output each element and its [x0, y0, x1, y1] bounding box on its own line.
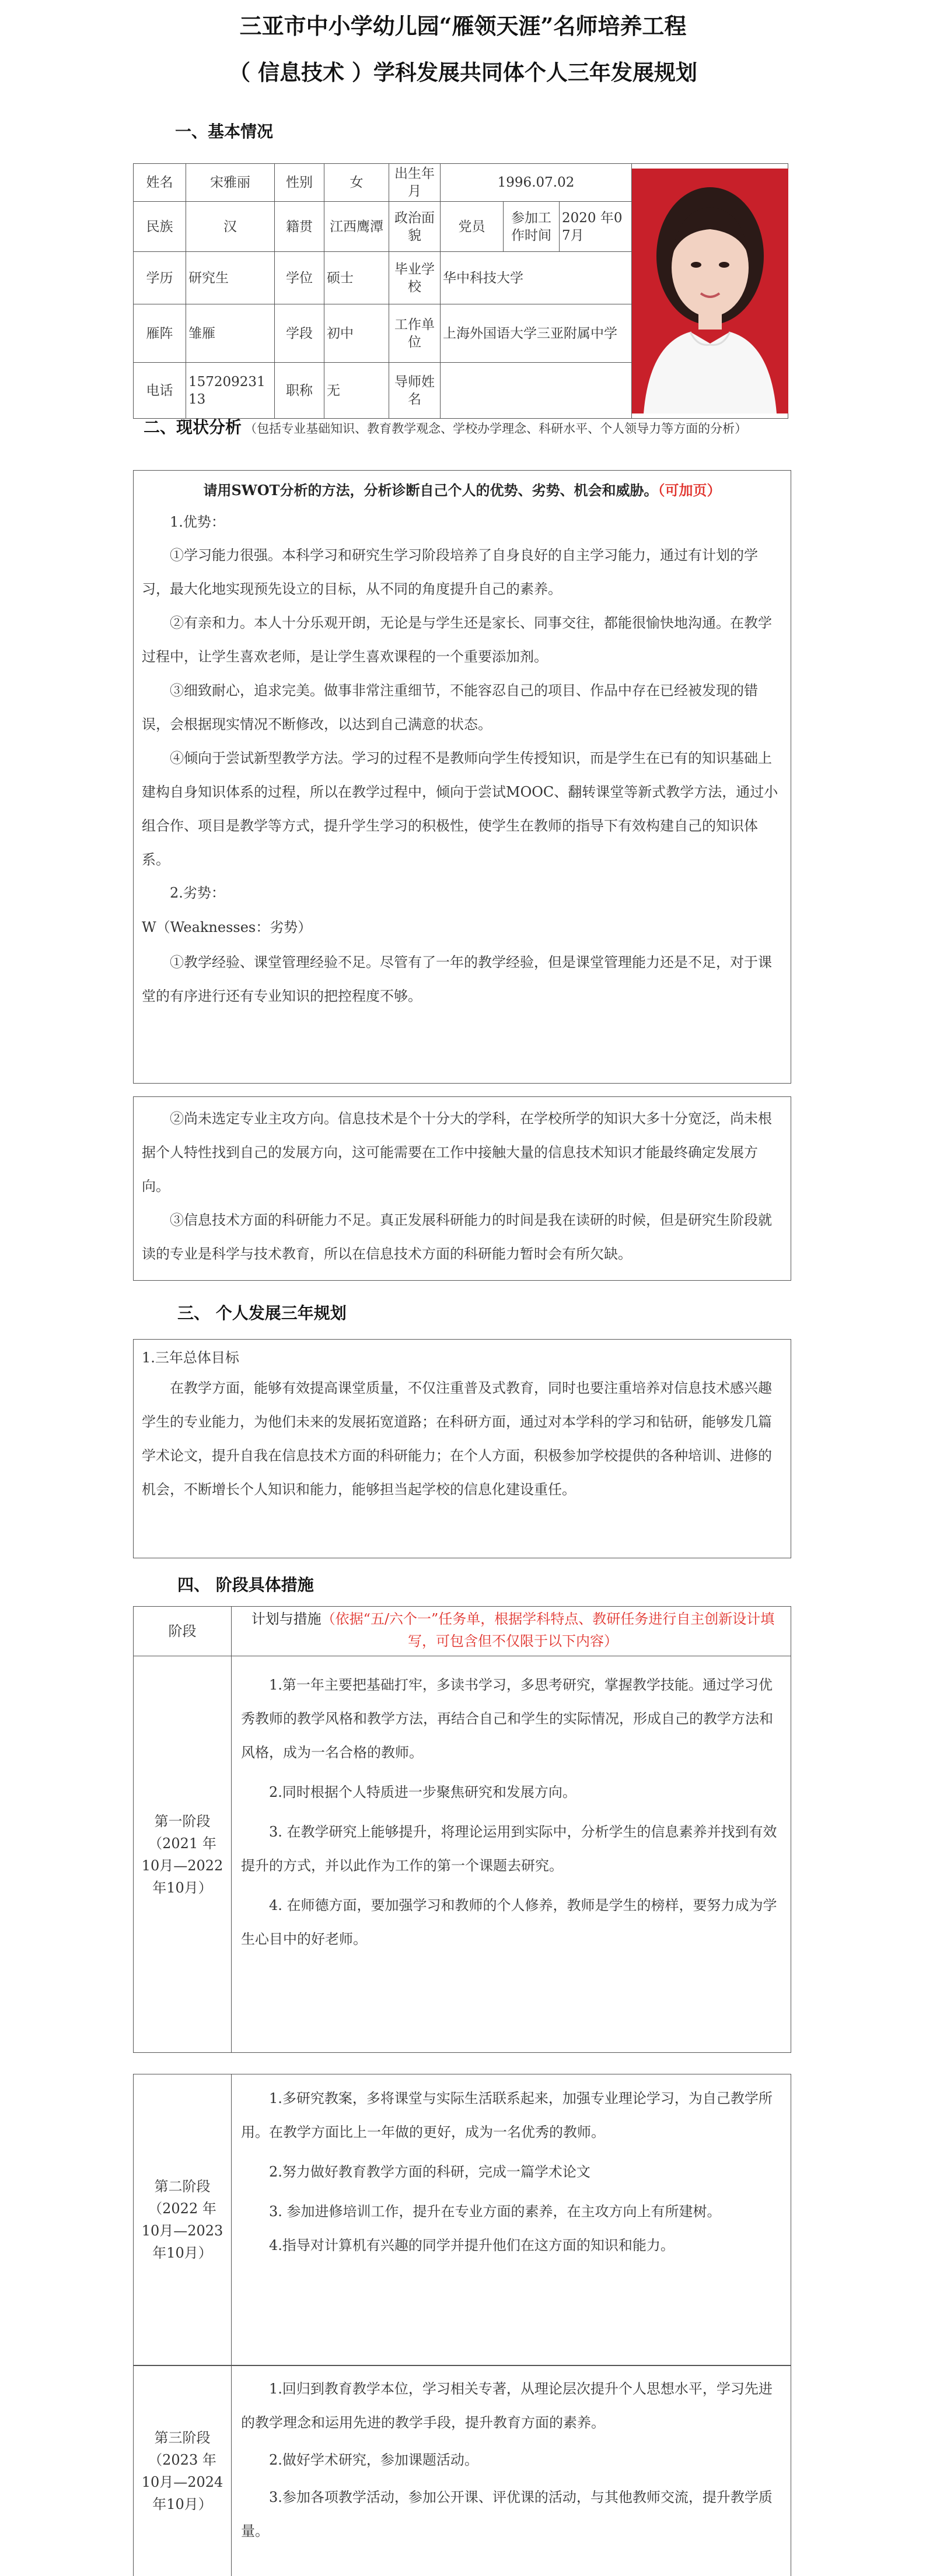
stage-body: [232, 2366, 791, 2548]
value-title: 无: [324, 363, 389, 419]
label-grad-school: 毕业学校: [389, 252, 441, 304]
stage-item: 3.参加各项教学活动，参加公开课、评优课的活动，与其他教师交流，提升教学质量。: [241, 2489, 773, 2539]
stage-body: [232, 2074, 791, 2262]
stage-item: 4. 在师德方面，要加强学习和教师的个人修养，教师是学生的榜样，要努力成为学生心目中的好老师。: [241, 1897, 777, 1947]
stage-label: 第三阶段（2023 年10月—2024 年10月）: [134, 2366, 232, 2576]
strength-title: 1.优势：: [170, 514, 225, 530]
stage-row-3: [133, 2365, 791, 2576]
weakness-label: W（Weaknesses：劣势）: [142, 919, 312, 935]
weakness-item: ②尚未选定专业主攻方向。信息技术是个十分大的学科，在学校所学的知识大多十分宽泛，尚未根据个人特性找到自己的发展方向，这可能需要在工作中接触大量的信息技术知识才能最终确定发展方向。: [142, 1110, 772, 1194]
stage-item: 3. 参加进修培训工作，提升在专业方面的素养，在主攻方向上有所建树。: [269, 2203, 721, 2220]
stage-item: 2.做好学术研究，参加课题活动。: [269, 2452, 478, 2468]
weakness-item: ①教学经验、课堂管理经验不足。尽管有了一年的教学经验，但是课堂管理能力还是不足，对于课堂的有序进行还有专业知识的把控程度不够。: [142, 954, 772, 1004]
value-education: 研究生: [186, 252, 275, 304]
label-politics: 政治面貌: [389, 202, 441, 252]
goal-text: 在教学方面，能够有效提高课堂质量，不仅注重普及式教育，同时也要注重培养对信息技术感兴趣学生的专业能力，为他们未来的发展拓宽道路；在科研方面，通过对本学科的学习和钻研，能够发几篇学术论文，提升自我在信息技术方面的科研能力；在个人方面，积极参加学校提供的各种培训、进修的机会，不断增长个人知识和能力，能够担当起学校的信息化建设重任。: [142, 1380, 772, 1498]
value-grad-school: 华中科技大学: [441, 252, 632, 304]
label-workplace: 工作单位: [389, 304, 441, 363]
portrait-photo-icon: [632, 169, 788, 413]
stage-row-1: [133, 1656, 791, 2053]
stage-row-2: [133, 2074, 791, 2365]
basic-info-table: [133, 163, 788, 419]
value-mentor: [441, 363, 632, 419]
stage-item: 2.努力做好教育教学方面的科研，完成一篇学术论文: [269, 2164, 590, 2180]
value-group: 雏雁: [186, 304, 275, 363]
value-politics: 党员: [441, 202, 504, 252]
document-title-line2: （ 信息技术 ）学科发展共同体个人三年发展规划: [229, 59, 697, 85]
label-ethnicity: 民族: [134, 202, 186, 252]
section-heading-plan: 三、 个人发展三年规划: [177, 1303, 347, 1323]
label-degree: 学位: [275, 252, 324, 304]
label-work-start: 参加工作时间: [504, 202, 560, 252]
swot-box-2: [133, 1096, 791, 1281]
label-mentor: 导师姓名: [389, 363, 441, 419]
stage-body: [232, 1656, 791, 1956]
label-hometown: 籍贯: [275, 202, 324, 252]
stage-item: 3. 在教学研究上能够提升，将理论运用到实际中，分析学生的信息素养并找到有效提升的方式，并以此作为工作的第一个课题去研究。: [241, 1824, 777, 1874]
col-stage-header: 阶段: [134, 1607, 232, 1656]
value-work-start: 2020 年07月: [560, 202, 632, 252]
swot-intro: 请用SWOT分析的方法，分析诊断自己个人的优势、劣势、机会和威胁。: [203, 482, 658, 499]
strength-item: ①学习能力很强。本科学习和研究生学习阶段培养了自身良好的自主学习能力，通过有计划的学习，最大化地实现预先设立的目标，从不同的角度提升自己的素养。: [142, 547, 758, 597]
measures-header-row: [133, 1606, 791, 1656]
value-workplace: 上海外国语大学三亚附属中学: [441, 304, 632, 363]
document-title-line1: 三亚市中小学幼儿园“雁领天涯”名师培养工程: [239, 13, 687, 39]
value-phone: 15720923113: [186, 363, 275, 419]
stage-item: 4.指导对计算机有兴趣的同学并提升他们在这方面的知识和能力。: [269, 2237, 675, 2253]
col-plan-header: [232, 1607, 791, 1652]
label-education: 学历: [134, 252, 186, 304]
swot-box-1: [133, 470, 791, 1084]
swot-intro-line: [134, 475, 791, 506]
stage-item: 2.同时根据个人特质进一步聚焦研究和发展方向。: [269, 1784, 576, 1800]
label-phone: 电话: [134, 363, 186, 419]
section-heading-status-note: （包括专业基础知识、教育教学观念、学校办学理念、科研水平、个人领导力等方面的分析）: [244, 422, 747, 436]
col-plan-note: （依据“五/六个一”任务单，根据学科特点、教研任务进行自主创新设计填写，可包含但不仅限于以下内容）: [321, 1611, 775, 1649]
value-name: 宋雅丽: [186, 164, 275, 202]
value-ethnicity: 汉: [186, 202, 275, 252]
section-heading-measures: 四、 阶段具体措施: [177, 1575, 314, 1594]
label-stage: 学段: [275, 304, 324, 363]
value-gender: 女: [324, 164, 389, 202]
section-heading-status-wrap: [144, 418, 791, 440]
goal-box: [133, 1339, 791, 1558]
strength-item: ②有亲和力。本人十分乐观开朗，无论是与学生还是家长、同事交往，都能很愉快地沟通。在教学过程中，让学生喜欢老师，是让学生喜欢课程的一个重要添加剂。: [142, 615, 772, 665]
stage-item: 1.回归到教育教学本位，学习相关专著，从理论层次提升个人思想水平，学习先进的教学理念和运用先进的教学手段，提升教育方面的素养。: [241, 2381, 773, 2431]
strength-item: ③细致耐心，追求完美。做事非常注重细节，不能容忍自己的项目、作品中存在已经被发现的错误，会根据现实情况不断修改，以达到自己满意的状态。: [142, 682, 758, 733]
label-name: 姓名: [134, 164, 186, 202]
col-plan-title: 计划与措施: [251, 1611, 322, 1627]
swot-intro-note: （可加页）: [658, 482, 721, 499]
value-stage: 初中: [324, 304, 389, 363]
stage-label: 第一阶段（2021 年 10月—2022年10月）: [134, 1656, 232, 2052]
photo-cell: [632, 164, 788, 419]
label-title: 职称: [275, 363, 324, 419]
stage-item: 1.第一年主要把基础打牢，多读书学习，多思考研究，掌握教学技能。通过学习优秀教师的教学风格和教学方法，再结合自己和学生的实际情况，形成自己的教学方法和风格，成为一名合格的教师。: [241, 1677, 773, 1761]
weakness-item: ③信息技术方面的科研能力不足。真正发展科研能力的时间是我在读研的时候，但是研究生阶段就读的专业是科学与技术教育，所以在信息技术方面的科研能力暂时会有所欠缺。: [142, 1212, 772, 1262]
strength-item: ④倾向于尝试新型教学方法。学习的过程不是教师向学生传授知识，而是学生在已有的知识基础上建构自身知识体系的过程，所以在教学过程中，倾向于尝试MOOC、翻转课堂等新式教学方法，通过小组合作、项目是教学等方式，提升学生学习的积极性，使学生在教师的指导下有效构建自己的知识体系。: [142, 750, 778, 868]
stage-item: 1.多研究教案，多将课堂与实际生活联系起来，加强专业理论学习，为自己教学所用。在教学方面比上一年做的更好，成为一名优秀的教师。: [241, 2090, 773, 2140]
weakness-title: 2.劣势：: [170, 885, 225, 901]
stage-label: 第二阶段（2022 年10月—2023 年10月）: [134, 2074, 232, 2365]
value-degree: 硕士: [324, 252, 389, 304]
section-heading-basic-info: 一、基本情况: [175, 122, 274, 141]
value-hometown: 江西鹰潭: [324, 202, 389, 252]
value-birth: 1996.07.02: [441, 164, 632, 202]
label-birth: 出生年月: [389, 164, 441, 202]
label-gender: 性别: [275, 164, 324, 202]
section-heading-status: 二、现状分析: [144, 418, 242, 437]
goal-title: 1.三年总体目标: [142, 1350, 239, 1366]
label-group: 雁阵: [134, 304, 186, 363]
